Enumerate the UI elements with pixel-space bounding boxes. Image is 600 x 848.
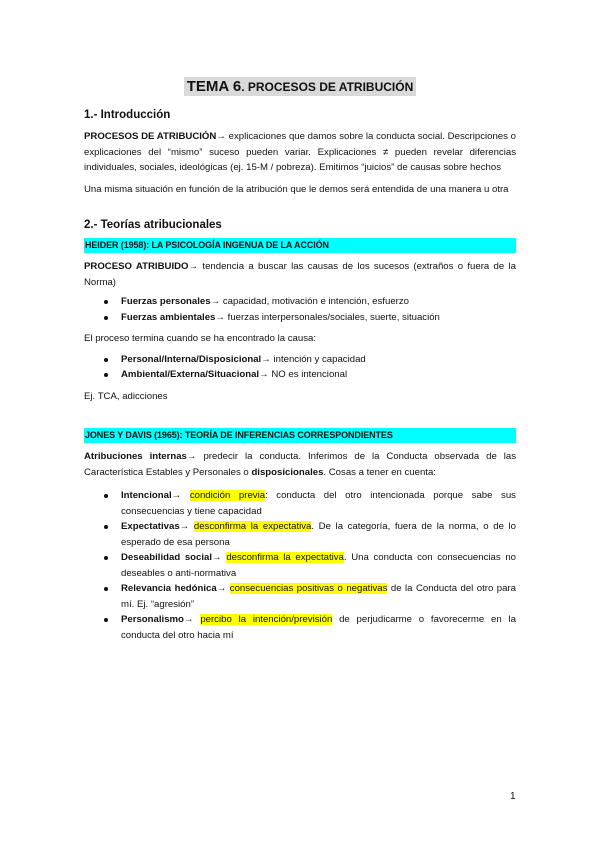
bullet-icon bbox=[104, 494, 108, 498]
list-item: Personalismo→ percibo la intención/previsión de perjudicarme o favorecerme en la conducta del otro hacia mí bbox=[84, 612, 516, 643]
highlight: consecuencias positivas o negativas bbox=[229, 583, 388, 594]
document-page bbox=[84, 0, 516, 848]
intro-paragraph: PROCESOS DE ATRIBUCIÓN→ explicaciones que damos sobre la conducta social. Descripciones o explicaciones del “mismo” suceso pueden variar. Explicaciones ≠ pueden revelar diferencias individuales, sociales, ideológicas (ej. 15-M / pobreza). Emitimos “juicios” de causas sobre hechos bbox=[84, 131, 516, 173]
heider-banner: HEIDER (1958): LA PSICOLOGÍA INGENUA DE LA ACCIÓN bbox=[84, 238, 516, 253]
jones-banner: JONES Y DAVIS (1965): TEORÍA DE INFERENCIAS CORRESPONDIENTES bbox=[84, 428, 516, 443]
forces-list bbox=[84, 294, 516, 325]
list-item: Personal/Interna/Disposicional→ intención y capacidad bbox=[84, 352, 516, 368]
section-2-heading: 2.- Teorías atribucionales bbox=[84, 219, 222, 231]
highlight: condición previa bbox=[189, 490, 266, 501]
list-item: Fuerzas personales→ capacidad, motivación e intención, esfuerzo bbox=[84, 294, 516, 310]
list-item: Deseabilidad social→ desconfirma la expectativa. Una conducta con consecuencias no deseables o anti-normativa bbox=[84, 550, 516, 581]
bullet-icon bbox=[104, 358, 108, 362]
bullet-icon bbox=[104, 300, 108, 304]
bullet-icon bbox=[104, 373, 108, 377]
process-ends: El proceso termina cuando se ha encontrado la causa: bbox=[84, 333, 316, 344]
list-item: Fuerzas ambientales→ fuerzas interpersonales/sociales, suerte, situación bbox=[84, 310, 516, 326]
heider-process: PROCESO ATRIBUIDO→ tendencia a buscar las causas de los sucesos (extraños o fuera de la Norma) bbox=[84, 261, 516, 288]
highlight: percibo la intención/previsión bbox=[200, 614, 333, 625]
list-item: Intencional→ condición previa: conducta del otro intencionada porque sabe sus consecuencias y tiene capacidad bbox=[84, 488, 516, 519]
list-item: Ambiental/Externa/Situacional→ NO es intencional bbox=[84, 367, 516, 383]
bullet-icon bbox=[104, 587, 108, 591]
causes-list bbox=[84, 352, 516, 383]
section-1-heading: 1.- Introducción bbox=[84, 109, 171, 121]
bullet-icon bbox=[104, 525, 108, 529]
intro-paragraph-2: Una misma situación en función de la atribución que le demos será entendida de una manera u otra bbox=[84, 183, 509, 195]
list-item: Relevancia hedónica→ consecuencias positivas o negativas de la Conducta del otro para mí. Ej. “agresión” bbox=[84, 581, 516, 612]
heider-example: Ej. TCA, adicciones bbox=[84, 390, 168, 402]
bullet-icon bbox=[104, 556, 108, 560]
jones-intro: Atribuciones internas→ predecir la conducta. Inferimos de la Conducta observada de las Característica Estables y Personales o disposicionales. Cosas a tener en cuenta: bbox=[84, 451, 517, 478]
bullet-icon bbox=[104, 316, 108, 320]
title-block bbox=[84, 77, 516, 96]
page-number: 1 bbox=[510, 791, 516, 802]
highlight: desconfirma la expectativa bbox=[193, 521, 312, 532]
jones-list bbox=[84, 488, 516, 643]
page-title: TEMA 6. PROCESOS DE ATRIBUCIÓN bbox=[184, 77, 416, 96]
bullet-icon bbox=[104, 618, 108, 622]
list-item: Expectativas→ desconfirma la expectativa. De la categoría, fuera de la norma, o de lo esperado de esa persona bbox=[84, 519, 516, 550]
highlight: desconfirma la expectativa bbox=[226, 552, 344, 563]
